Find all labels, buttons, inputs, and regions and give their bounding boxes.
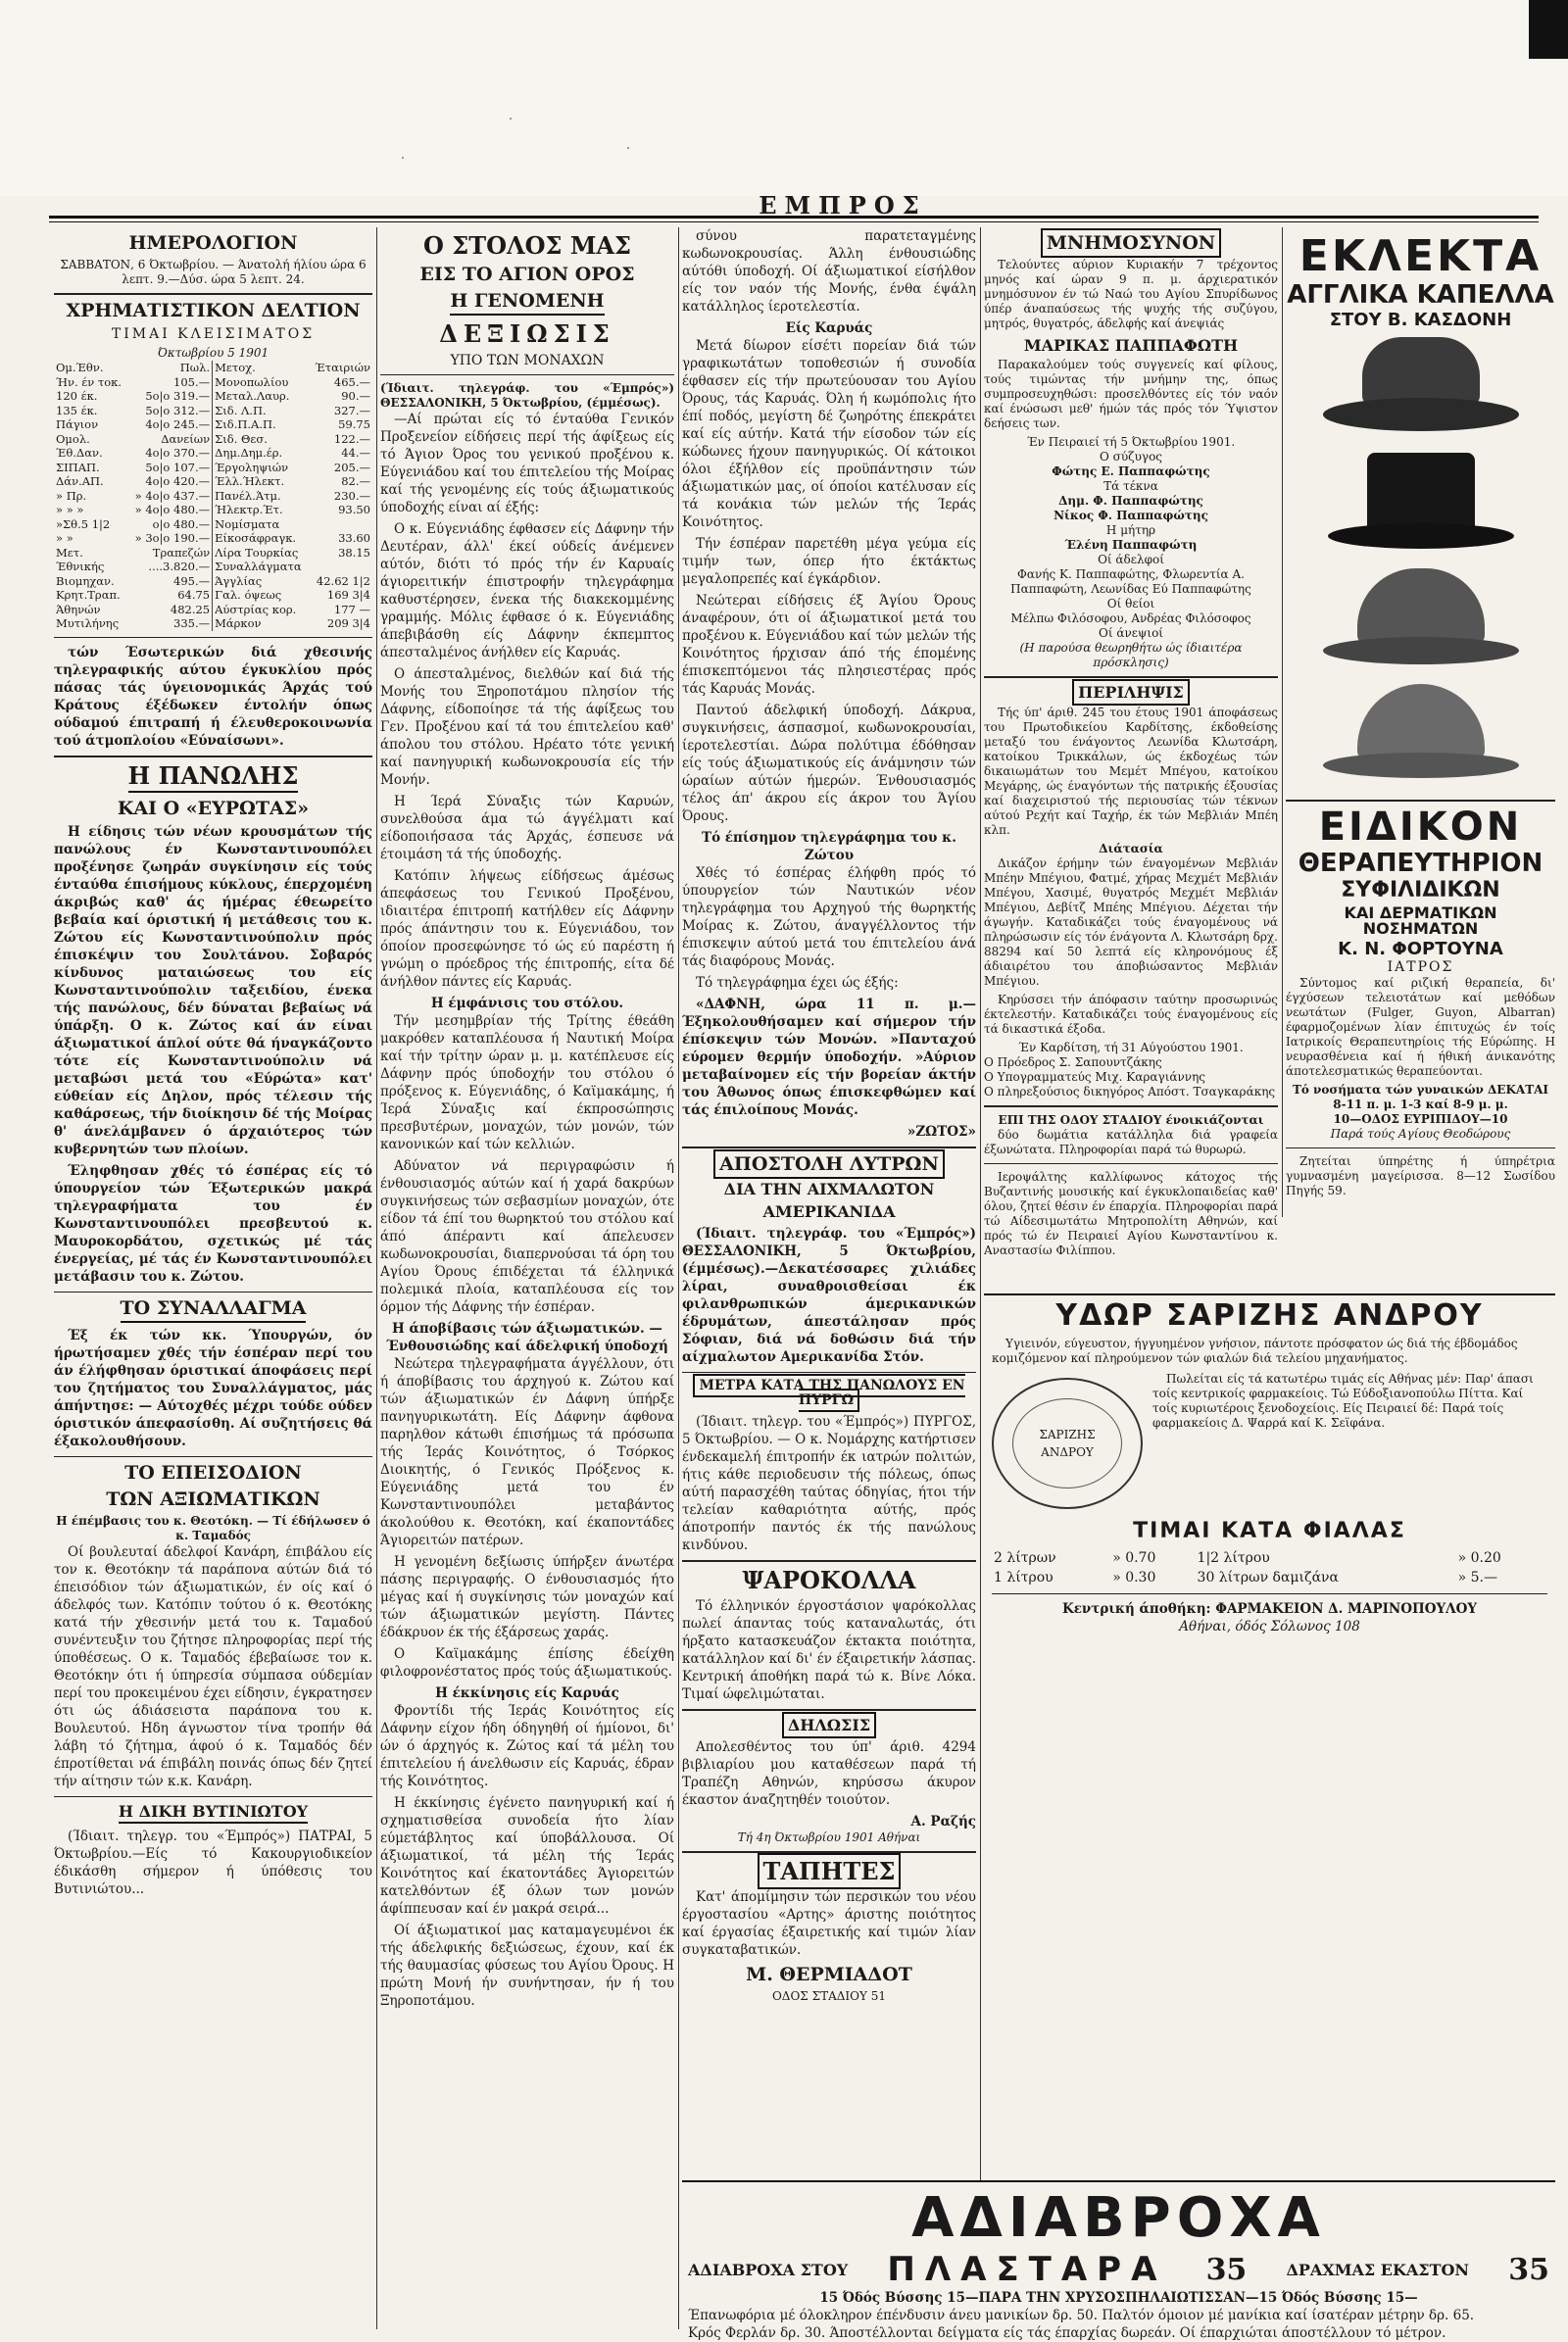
- price-row: [54, 603, 372, 617]
- price-table: [54, 361, 372, 631]
- price-cell: Τραπεζών: [127, 546, 212, 561]
- price-cell: Μυτιλήνης: [56, 616, 120, 631]
- price-cell: 42.62 1|2: [316, 573, 370, 588]
- price-cell: Σιδ.Π.Α.Π.: [215, 417, 276, 432]
- price-row: [54, 489, 372, 504]
- price-cell: Άθηνών: [56, 602, 101, 616]
- article-paragraph: Κηρύσσει τήν άπόφασιν ταύτην προσωρινώς έκτελεστήν. Καταδικάζει τούς έναγομένους είς τά δικαστικά έξοδα.: [984, 993, 1278, 1037]
- article-paragraph: Ο κ. Εύγενιάδης έφθασεν είς Δάφνην τήν Δευτέραν, άλλ' έκεί ούδείς άνέμενεν αύτόν, διότι τό πρός τήν έν Καρυαίς άγιορειτικήν έπιστροφήν τηλεγράφημα καθυστέρησεν, ένεκα τής διακεκομμένης γραμμής. Μόλις έφθασε ό κ. Εύγενιάδης άπεβιβάσθη είς Δάφνην έκπεμπτος άπεσταλμένος άνήλθεν είς Καρυάς.: [380, 520, 674, 660]
- price-cell: ....3.820.—: [127, 560, 212, 574]
- family-line: Οί άνεψιοί: [1098, 626, 1164, 641]
- price-row: [54, 446, 372, 461]
- water-price-cell: 2 λίτρων: [994, 1550, 1056, 1566]
- price-cell: 122.—: [333, 431, 370, 446]
- banner-right: ΔΡΑΧΜΑΣ ΕΚΑΣΤΟΝ: [1286, 2260, 1470, 2279]
- price-cell: Ήν. έν τοκ.: [56, 374, 122, 389]
- article-paragraph: Ιεροψάλτης καλλίφωνος κάτοχος τής Βυζαντινής μουσικής καί έγκυκλοπαιδείας καθ' όλου, ζητεί θέσιν έν έπαρχία. Πληροφορίαι παρά τώ Αίδεσιμωτάτω Μητροπολίτη Αθηνών, καί πρός τώ έν Πειραιεί Αγίου Κωνσταντίνου κ. Αναστασίω Φιλίππου.: [984, 1170, 1278, 1258]
- advert-eidikon: ΕΙΔΙΚΟΝ: [1318, 805, 1523, 850]
- column-4: [984, 227, 1278, 1286]
- column-rule: [678, 227, 679, 2329]
- article-paragraph: Νεώτερα τηλεγραφήματα άγγέλλουν, ότι ή άποβίβασις του άρχηγού κ. Ζώτου καί τών άξιωματικών έν Δάφνη ύπήρξε πανηγυρικωτάτη. Είς Δάφνην άφθονα παρηλθον κάτωθι έπισήμως τά πρόσωπα τής Ίεράς Κοινότητος, ό Τσόρκος Διοικητής, ό Γενικός Πρόξενος κ. Εύγενιάδης μετά του έν Κωνσταντινουπόλει μεταβάντος άκολούθου κ. Θεοτόκη, καί έκαποντάδες Άγιορειτών πατέρων.: [380, 1355, 674, 1548]
- price-cell: 82.—: [341, 474, 370, 489]
- family-line: Δημ. Φ. Παππαφώτης: [1058, 494, 1203, 509]
- family-line: Μέλπω Φιλόσοφου, Ανδρέας Φιλόσοφος: [1010, 611, 1251, 626]
- column-3: [682, 227, 976, 2177]
- water-price-cell: » 5.—: [1457, 1570, 1497, 1586]
- headline-synallagma: [54, 1298, 372, 1323]
- price-cell: Μεταλ.Λαυρ.: [215, 389, 290, 404]
- article-paragraph: τών Έσωτερικών διά χθεσινής τηλεγραφικής αύτου έγκυκλίου πρός πάσας τάς ύγειονομικάς Άρχάς τού Κράτους έξέδωκεν έντολήν όπως ούδαμού έπιτραπή ή έλευθεροκοινωνία τού άτμοπλοίου «Εύναίσωνι».: [54, 644, 372, 749]
- masthead-rule-thin: [49, 221, 1539, 222]
- section-subheading: Τό έπίσημον τηλεγράφημα του κ. Ζώτου: [702, 830, 956, 863]
- price-cell: Σιδ. Θεσ.: [215, 431, 268, 446]
- divider: [992, 1593, 1547, 1594]
- price-row: [54, 616, 372, 631]
- price-row: [54, 417, 372, 432]
- article-paragraph: Οί άξιωματικοί μας καταμαγευμένοι έκ τής άδελφικής δεξιώσεως, έχουν, καί έκ τής θαυμασίας φύσεως του Αγίου Όρους. Η πρώτη Μονή ήν συνήντησαν, ήν ή του Ξηροποτάμου.: [380, 1922, 674, 2009]
- price-cell: Συναλλάγματα: [215, 560, 302, 574]
- price-cell: Νομίσματα: [215, 516, 280, 531]
- column-2: [380, 227, 674, 2329]
- article-paragraph: Τό τηλεγράφημα έχει ώς έξής:: [696, 975, 899, 991]
- column-5: [1286, 227, 1555, 1217]
- price-cell: 5ο|ο 312.—: [127, 404, 212, 418]
- memorial-family: [984, 450, 1278, 641]
- price-cell: 38.15: [338, 545, 370, 560]
- section-subheading: Διάτασία: [1099, 842, 1163, 856]
- headline-text: ΜΕΤΡΑ ΚΑΤΑ ΤΗΣ ΠΑΝΩΛΟΥΣ ΕΝ ΠΥΡΓΩ: [693, 1374, 964, 1412]
- divider: [1286, 1147, 1555, 1148]
- banner-title: ΑΔΙΑΒΡΟΧΑ: [911, 2186, 1326, 2250]
- headline-perilipsis: [984, 684, 1278, 702]
- hat-illustration-helmet: [1323, 568, 1519, 676]
- price-cell: 44.—: [341, 446, 370, 461]
- section-subheading: Η έκκίνησις είς Καρυάς: [435, 1684, 619, 1701]
- article-paragraph: Τής ύπ' άριθ. 245 του έτους 1901 άποφάσεως του Πρωτοδικείου Καρδίτσης, έκδοθείσης μεταξύ του ένάγοντος Λεωνίδα Κλωτσάρη, κατοίκου Τρικκάλων, ώς έκδοχέως τών δικαιωμάτων του Μεμέτ Μπέγου, κατοίκου Μεγάρης, ώς έναγόντων τής πατρικής έξουσίας καί διαχειριστού τής περιουσίας τών τέκνων αύτού Ρεχήτ καί Ταχήρ, έκ τών Μεβλιάν Μπέη κλπ.: [984, 706, 1278, 838]
- headline-text: ΔΗΛΩΣΙΣ: [782, 1712, 876, 1738]
- family-line: Φώτης Ε. Παππαφώτης: [1052, 464, 1210, 479]
- clinic-hours: Τό νοσήματα τών γυναικών ΔΕΚΑΤΑΙ 8-11 π. μ. 1-3 καί 8-9 μ. μ.: [1292, 1083, 1549, 1111]
- telegram-quote: «ΔΑΦΝΗ, ώρα 11 π. μ.— Έξηκολουθήσαμεν καί σήμερον τήν έπίσκεψιν τών Μονών. »Πανταχού εύρομεν θερμήν ύποδοχήν. »Αύριον μεταβαίνομεν είς τήν βορείαν άκτήν του Άθωνος όπως έπισκεφθώμεν καί τάς έπιλοίπους Μονάς.: [682, 997, 976, 1118]
- banner-address: 15 Όδός Βύσσης 15—ΠΑΡΑ ΤΗΝ ΧΡΥΣΟΣΠΗΛΑΙΩΤΙΣΣΑΝ—15 Όδός Βύσσης 15—: [819, 2290, 1418, 2306]
- price-cell: 177 —: [333, 602, 370, 616]
- article-paragraph: Υγιεινόν, εύγευστον, ήγγυημένον γνήσιον, πάντοτε πρόσφατον ώς διά τής έβδομάδος κομιζόμενον καί πληρούμενον τών φιαλών διά τελείου μηχανήματος.: [992, 1337, 1518, 1365]
- water-price-row: [992, 1548, 1541, 1568]
- family-line: Φανής Κ. Παππαφώτης, Φλωρεντία Α. Παππαφώτη, Λεωνίδας Εύ Παππαφώτης: [1010, 567, 1251, 597]
- price-row: [54, 389, 372, 404]
- family-line: Ο σύζυγος: [1099, 450, 1163, 464]
- price-cell: Μετ.: [56, 545, 83, 560]
- water-price-cell: » 0.30: [1112, 1570, 1156, 1586]
- paper-speck: [627, 147, 629, 149]
- price-cell: Δημ.Δημ.έρ.: [215, 446, 283, 461]
- section-subheading: Η άποβίβασις τών άξιωματικών. — Ένθουσιώδης καί άδελφική ύποδοχή: [386, 1320, 668, 1354]
- headline-tapites: [682, 1856, 976, 1885]
- water-price-cell: » 0.70: [1112, 1550, 1156, 1566]
- notice-signature: Α. Ραζής: [910, 1813, 976, 1830]
- headline-eurotas: ΚΑΙ Ο «ΕΥΡΩΤΑΣ»: [117, 798, 310, 820]
- price-cell: » 4ο|ο 480.—: [127, 503, 212, 517]
- article-paragraph: Νεώτεραι είδήσεις έξ Άγίου Όρους άναφέρουν, ότι οί άξιωματικοί μετά του προξένου κ. Εύγενιάδου καί τών μελών τής Κοινότητος ήρχισαν άπό τής έπομένης έπισκεπτόμενοι τάς πλησιεστέρας πρός τάς Καρυάς Μονάς.: [682, 593, 976, 697]
- column-rule: [1282, 227, 1283, 1217]
- price-cell: Μάρκον: [215, 616, 262, 631]
- price-cell: 59.75: [338, 417, 370, 432]
- price-row: [54, 517, 372, 532]
- article-paragraph: Δικάζον έρήμην τών έναγομένων Μεβλιάν Μπέην Μπέγιου, Φατμέ, χήρας Μεχμέτ Μεβλιάν Μπέγου, Χασιμέ, θυγατρός Μεχμέτ Μεβλιάν Μπέγιου, Δεβίτζ Μπέης Μπέγιου. Δέχεται τήν άγωγήν. Καταδικάζει τούς έναγομένους νά πληρώσωσιν είς τόν ένάγοντα Λ. Κλωτσάρη δρχ. 88294 καί 50 λεπτά είς κληρονόμους έξ άδιαιρέτου του άποβιώσαντος Μεβλιάν Μπέγιου.: [984, 856, 1278, 989]
- water-seal-stamp: [992, 1378, 1143, 1509]
- divider: [682, 1709, 976, 1711]
- hat-illustration-top-hat: [1323, 453, 1519, 561]
- memorial-note: (Η παρούσα θεωρηθήτω ώς ίδιαιτέρα πρόσκλησις): [1019, 641, 1243, 670]
- price-row: [54, 531, 372, 546]
- water-price-cell: 30 λίτρων δαμιζάνα: [1197, 1570, 1340, 1586]
- memorial-date: Έν Πειραιεί τή 5 Όκτωβρίου 1901.: [1026, 435, 1236, 450]
- masthead-rule: [49, 216, 1539, 219]
- divider: [682, 1372, 976, 1373]
- price-cell: 482.25: [127, 603, 212, 617]
- price-cell: 335.—: [127, 616, 212, 631]
- headline-psarokolla: ΨΑΡΟΚΟΛΛΑ: [742, 1565, 916, 1594]
- article-paragraph: Τήν έσπέραν παρετέθη μέγα γεύμα είς τιμήν των, όπερ ήτο έκτάκτως μεγαλοπρεπές καί έγκάρδιον.: [682, 536, 976, 587]
- price-row: [54, 588, 372, 603]
- paper-speck: [402, 157, 404, 159]
- divider: [54, 293, 372, 295]
- masthead-title: ΕΜΠΡΟΣ: [759, 191, 927, 220]
- article-paragraph: σύνου παρατεταγμένης κωδωνοκρουσίας. Άλλη ένθουσιώδης αύτόθι ύποδοχή. Οί άξιωματικοί είσήλθον είς τον ναόν τής Μονής, ένθα έψάλη κατάλληλος ίεροτελεστία.: [682, 228, 976, 315]
- price-cell: Πωλ.: [127, 361, 212, 375]
- section-subheading: Είς Καρυάς: [785, 320, 873, 336]
- headline-thermiadot: Μ. ΘΕΡΜΙΑΔΟΤ: [746, 1964, 912, 1986]
- market-heading: ΧΡΗΜΑΤΙΣΤΙΚΟΝ ΔΕΛΤΙΟΝ: [66, 299, 361, 321]
- court-signature: Ο Υπογραμματεύς Μιχ. Καραγιάννης: [984, 1070, 1206, 1085]
- page-top-margin: [0, 0, 1568, 196]
- headline-apostoli: [682, 1154, 976, 1175]
- price-cell: » 3ο|ο 190.—: [127, 531, 212, 546]
- advert-address: ΟΔΟΣ ΣΤΑΔΙΟΥ 51: [771, 1989, 887, 2004]
- article-paragraph: (Ίδιαιτ. τηλεγρ. του «Έμπρός») ΠΥΡΓΟΣ, 5 Όκτωβρίου. — Ο κ. Νομάρχης κατήρτισεν ένδεκαμελή έπιτροπήν έκ ιατρών πολιτών, ήτις κάθε περιοδευσιν τής πόλεως, όπως αύτή παρασχέθη ταύτας όδηγίας, ήτοι τήν τελείαν καθαριότητα αύτής, πρός άποτροπήν παντός έκ τής πανώλους κινδύνου.: [682, 1413, 976, 1553]
- family-line: Τά τέκνα: [1103, 479, 1158, 494]
- article-paragraph: Παρακαλούμεν τούς συγγενείς καί φίλους, τούς τιμώντας τήν μνήμην της, όπως συμπροσευχηθώσι: προσελθόντες είς τόν ναόν καί ένώσωσι μεθ' ήμών τάς πρός τόν Ύψιστον δεήσεις των.: [984, 358, 1278, 431]
- advert-syfilidikon: ΣΥΦΙΛΙΔΙΚΩΝ: [1341, 878, 1500, 903]
- price-cell: Κρητ.Τραπ.: [56, 588, 121, 603]
- price-cell: 93.50: [338, 503, 370, 517]
- price-cell: Έταιριών: [315, 361, 370, 375]
- price-cell: Έθ.Δαν.: [56, 446, 103, 461]
- divider: [984, 676, 1278, 678]
- divider: [54, 1456, 372, 1457]
- price-row: [54, 375, 372, 390]
- price-cell: Δανείων: [127, 432, 212, 447]
- headline-text: Η ΓΕΝΟΜΕΝΗ: [450, 291, 604, 316]
- court-signature: Ο πληρεξούσιος δικηγόρος Απόστ. Τσαγκαράκης: [984, 1085, 1276, 1099]
- article-paragraph: —Αί πρώται είς τό ένταύθα Γενικόν Προξενείον είδήσεις περί τής άφίξεως είς τό Άγιον Όρος του γενικού προξένου κ. Εύγενιάδου καί του έπιτελείου τής Μοίρας καί τής γενομένης είς τούς άξιωματικούς ύποδοχής είναι αί έξής:: [380, 411, 674, 515]
- hat-illustration-fedora: [1323, 337, 1519, 445]
- water-depot-address: Αθήναι, όδός Σόλωνος 108: [1179, 1619, 1360, 1635]
- divider: [682, 1560, 976, 1562]
- headline-agion-oros: ΕΙΣ ΤΟ ΑΓΙΟΝ ΟΡΟΣ: [419, 264, 635, 286]
- article-paragraph: Χθές τό έσπέρας έλήφθη πρός τό ύπουργείον τών Ναυτικών νέον τηλεγράφημα του Αρχηγού τής θωρηκτής Μοίρας κ. Ζώτου, άναγγέλλοντος τήν έπισκεψιν αύτού μετά του έπιτελείου άνά τάς διαφόρους Μονάς.: [682, 865, 976, 969]
- family-line: Η μήτηρ: [1105, 523, 1156, 538]
- court-signature: Ο Πρόεδρος Σ. Σαπουντζάκης: [984, 1055, 1162, 1070]
- price-cell: Πάγιον: [56, 417, 99, 432]
- advert-kapella: ΑΓΓΛΙΚΑ ΚΑΠΕΛΛΑ: [1287, 280, 1554, 310]
- price-cell: » »: [56, 531, 74, 546]
- headline-genomeni: [380, 291, 674, 316]
- article-paragraph: Τελούντες αύριον Κυριακήν 7 τρέχοντος μηνός καί ώραν 9 π. μ. άρχιερατικόν μνημόσυνον έν τώ Ναώ του Αγίου Σπυρίδωνος ύπέρ άναπαύσεως τής ψυχής τής συζύγου, μητρός, θυγατρός, άδελφής καί άνεψιάς: [984, 257, 1278, 330]
- price-row: [54, 574, 372, 589]
- price-cell: 465.—: [333, 374, 370, 389]
- price-cell: Πανέλ.Άτμ.: [215, 488, 281, 503]
- price-cell: 5ο|ο 319.—: [127, 389, 212, 404]
- price-cell: » » »: [56, 503, 84, 517]
- price-cell: Μετοχ.: [215, 361, 256, 375]
- water-price-cell: » 0.20: [1457, 1550, 1501, 1566]
- headline-text: Η ΔΙΚΗ ΒΥΤΙΝΙΩΤΟΥ: [119, 1803, 308, 1825]
- price-cell: 495.—: [127, 574, 212, 589]
- price-cell: Λίρα Τουρκίας: [215, 545, 299, 560]
- article-paragraph: Έξ έκ τών κκ. Ύπουργών, όν ήρωτήσαμεν χθές τήν έσπέραν περί του άν έλήφθησαν όριστικαί άποφάσεις περί του ζητήματος του Συναλλάγματος, μάς άπήντησε: — Αύτοχθές μέχρι τούδε ούδεν όριστικόν άπεφασίσθη. Αί συζητήσεις θά έξακολουθήσουν.: [54, 1327, 372, 1449]
- price-cell: 64.75: [127, 588, 212, 603]
- banner-left: ΑΔΙΑΒΡΟΧΑ ΣΤΟΥ: [688, 2260, 849, 2279]
- price-cell: [310, 560, 373, 574]
- advert-kasdoni: ΣΤΟΥ Β. ΚΑΣΔΟΝΗ: [1329, 310, 1512, 330]
- article-paragraph: Τό έλληνικόν έργοστάσιον ψαρόκολλας πωλεί άπαντας τούς καταναλωτάς, ότι ήρξατο κατασκευάζον έκτακτα ποιότητα, κατάλληλον καί δι' έν έξαιρετικήν λάσπας. Κεντρική άποθήκη παρά τώ κ. Βίνε Λόκα. Τιμαί ώφελιμώταται.: [682, 1598, 976, 1703]
- banner-line: Έπανωφόρια μέ όλοκληρον έπένδυσιν άνευ μανικίων δρ. 50. Παλτόν όμοιον μέ μανίκια καί ίσατέραν μέτρην δρ. 65.: [688, 2308, 1475, 2323]
- price-cell: 4ο|ο 245.—: [127, 417, 212, 432]
- water-price-cell: 1|2 λίτρου: [1197, 1550, 1270, 1566]
- price-cell: Έργοληψιών: [215, 460, 289, 474]
- price-cell: 4ο|ο 420.—: [127, 474, 212, 489]
- family-line: Νίκος Φ. Παππαφώτης: [1054, 509, 1208, 523]
- clinic-address: 10—ΟΔΟΣ ΕΥΡΙΠΙΔΟΥ—10: [1333, 1112, 1508, 1126]
- water-seal-inner: ΣΑΡΙΖΗΣ ΑΝΔΡΟΥ: [1012, 1398, 1122, 1488]
- price-row: [54, 461, 372, 475]
- memorial-name: ΜΑΡΙΚΑΣ ΠΑΠΠΑΦΩΤΗ: [1023, 335, 1239, 355]
- article-paragraph: Τήν μεσημβρίαν τής Τρίτης έθεάθη μακρόθεν καταπλέουσα ή Ναυτική Μοίρα καί τήν τρίτην ώραν μ. μ. κατέπλευσε είς Δάφνην πρός ύποδοχήν του στόλου ό πρόξενος κ. Εύγενιάδης, ό Καϊμακάμης, ή Ίερά Σύναξις καί έκπροσώπησις πρεσβυτέρων, μοναχών, τών μονών, τών κανονικών καί τών κελλιών.: [380, 1012, 674, 1152]
- article-paragraph: Κατ' άπομίμησιν τών περσικών του νέου έργοστασίου «Αρτης» άριστης ποιότητος καί έργασίας έξαιρετικής καί τιμών λίαν συγκαταβατικών.: [682, 1889, 976, 1959]
- price-cell: Έλλ.Ήλεκτ.: [215, 474, 285, 489]
- price-row: [54, 546, 372, 561]
- article-subheading: Η έπέμβασις του κ. Θεοτόκη. — Τί έδήλωσεν ό κ. Ταμαδός: [56, 1513, 370, 1542]
- divider: [54, 1292, 372, 1293]
- advert-water: [984, 1293, 1555, 2158]
- family-line: Οί θείοι: [1106, 597, 1155, 611]
- advert-water-prices-title: ΤΙΜΑΙ ΚΑΤΑ ΦΙΑΛΑΣ: [1133, 1519, 1406, 1543]
- price-cell: »Σθ.5 1|2: [56, 516, 111, 531]
- divider: [54, 1796, 372, 1797]
- headline-panolis: [54, 760, 372, 793]
- price-cell: Είκοσάφραγκ.: [215, 531, 297, 546]
- calendar-text: ΣΑΒΒΑΤΟΝ, 6 Όκτωβρίου. — Άνατολή ήλίου ώρα 6 λεπτ. 9.—Δύσ. ώρα 5 λεπτ. 24.: [60, 257, 367, 286]
- price-cell: Αύστρίας κορ.: [215, 602, 297, 616]
- price-cell: Δάν.ΑΠ.: [56, 474, 104, 489]
- article-paragraph: Πωλείται είς τά κατωτέρω τιμάς είς Αθήνας μέν: Παρ' άπασι τοίς κεντρικοίς φαρμακείοις. Τώ Εύδοξιανοπούλω Πίττα. Καί τοίς κυριωτέροις ξενοδοχείοις. Είς Πειραιεί δέ: Παρά τοίς φαρμακείοις Δ. Ψαρρά καί Κ. Σεϊφάνα.: [1152, 1372, 1534, 1430]
- article-paragraph: Παντού άδελφική ύποδοχή. Δάκρυα, συγκινήσεις, άσπασμοί, κωδωνοκρουσίαι, ίεροτελεστίαι. Δώρα πολύτιμα έδόθησαν είς τούς άξιωματικούς είς άνάμνησιν τών ώραίων αύτών ήμερών. Ένθουσιασμός τέλος άπ' άκρου είς άκρον του Άγίου Όρους.: [682, 703, 976, 824]
- advert-therapeftirion: ΘΕΡΑΠΕΥΤΗΡΙΟΝ: [1298, 849, 1544, 878]
- price-cell: Ήλεκτρ.Έτ.: [215, 503, 283, 517]
- divider: [54, 756, 372, 757]
- price-cell: Ομολ.: [56, 431, 90, 446]
- article-paragraph: (Ίδιαιτ. τηλεγράφ. του «Έμπρός») ΘΕΣΣΑΛΟΝΙΚΗ, 5 Όκτωβρίου, (έμμέσως).—Δεκατέσσαρες χιλιάδες λίραι, συναθροισθείσαι έκ φιλανθρωπικών άμερικανικών έδρυμάτων, άπεστάλησαν πρός Σόφιαν, διά νά δοθώσιν διά τήν αίχμαλωτον Αμερικανίδα Στόν.: [682, 1226, 976, 1366]
- price-cell: » Πρ.: [56, 488, 87, 503]
- headline-aichmalotou: ΔΙΑ ΤΗΝ ΑΙΧΜΑΛΩΤΟΝ: [723, 1179, 935, 1198]
- banner-row: [682, 2250, 1555, 2289]
- headline-text: ΠΕΡΙΛΗΨΙΣ: [1072, 679, 1190, 706]
- column-rule: [980, 227, 981, 2329]
- court-date: Έν Καρδίτση, τή 31 Αύγούστου 1901.: [1018, 1041, 1244, 1055]
- article-paragraph: Η γενομένη δεξίωσις ύπήρξεν άνωτέρα πάσης περιγραφής. Ο ένθουσιασμός ήτο μέγας καί ή συγκίνησις τών μοναχών καί τών άξιωματικών μεγίστη. Πάντες έδάκρυον έκ τής έξάρσεως χαράς.: [380, 1553, 674, 1640]
- advert-dermatikon: ΚΑΙ ΔΕΡΜΑΤΙΚΩΝ ΝΟΣΗΜΑΤΩΝ: [1344, 903, 1497, 938]
- price-cell: 33.60: [338, 531, 370, 546]
- article-paragraph: (Ίδιαιτ. τηλεγρ. του «Έμπρός») ΠΑΤΡΑΙ, 5 Όκτωβρίου.—Είς τό Κακουργιοδικείον έδικάσθη σήμερον ή ύπόθεσις του Βυτινιώτου...: [54, 1829, 372, 1898]
- divider: [984, 1163, 1278, 1164]
- article-paragraph: Φροντίδι τής Ίεράς Κοινότητος είς Δάφνην είχον ήδη όδηγηθή οί ήμίονοι, δι' ών ό άρχηγός κ. Ζώτος καί τά μέλη του έπιτελείου ή άνελθωσιν είς Καρυάς, έδραν τής Κοινότητος.: [380, 1702, 674, 1789]
- calendar-heading: ΗΜΕΡΟΛΟΓΙΟΝ: [128, 232, 298, 254]
- price-cell: Άγγλίας: [215, 573, 263, 588]
- article-paragraph: Η είδησις τών νέων κρουσμάτων τής πανώλους έν Κωνσταντινουπόλει προξένησε ζωηράν συγκίνησιν είς τούς ένταύθα έπισήμους κύκλους, έπερχομένη άκριβώς καθ' άς ήμέρας έθεωρείτο βεβαία καί όριστική ή μετάθεσις του κ. Ζώτου είς Κωνσταντινούπολιν πρός έπισκέψιν του Σουλτάνου. Σοβαρός κίνδυνος ματαιώσεως του είς Κωνσταντινούπολιν ταξειδίου, ένεκα τής πανώλους, δέν δύναται βεβαίως νά ύπάρξη. Ο κ. Ζώτος καί άν είναι άξιωματικοί άπλοί ούτε θά ήναγκάζοντο τότε είς Κωνσταντινούπολιν νά μεταβώσι μετά του «Εύρώτα» κατ' εύθείαν είς Δηλον, πρός τέλεσιν τής καθάρσεως, τήν διοίκησιν δέ τής Μοίρας θ' άνελάμβανεν ό άρχαιότερος τών κυβερνητών των πλοίων.: [54, 823, 372, 1157]
- price-cell: ο|ο 480.—: [127, 517, 212, 532]
- article-paragraph: Ο άπεσταλμένος, διελθών καί διά τής Μονής του Ξηροποτάμου πλησίον τής Δάφνης, είδοποίησε τά τής άφίξεως του Γεν. Προξένου καί τά του έπιτελείου καθ' άπολου του στόλου. Ηρέατο τότε γενική καί πανηγυρική κωδωνοκρουσία είς τήν Μονήν.: [380, 665, 674, 788]
- advert-doctor: Κ. Ν. ΦΟΡΤΟΥΝΑ: [1338, 939, 1503, 959]
- price-cell: Βιομηχαν.: [56, 573, 115, 588]
- price-cell: 135 έκ.: [56, 403, 98, 417]
- price-cell: 120 έκ.: [56, 389, 98, 404]
- price-cell: 5ο|ο 107.—: [127, 461, 212, 475]
- divider: [1286, 800, 1555, 802]
- banner-price-2: 35: [1508, 2252, 1549, 2287]
- market-date: Όκτωβρίου 5 1901: [157, 346, 270, 361]
- paper-speck: [510, 118, 512, 120]
- notice-date: Τή 4η Όκτωβρίου 1901 Αθήναι: [737, 1830, 921, 1844]
- price-row: [54, 432, 372, 447]
- price-cell: 169 3|4: [326, 588, 370, 603]
- headline-text: Η ΠΑΝΩΛΗΣ: [128, 763, 299, 793]
- headline-text: ΜΝΗΜΟΣΥΝΟΝ: [1041, 228, 1221, 258]
- price-cell: 209 3|4: [326, 616, 370, 631]
- article-paragraph: Αδύνατον νά περιγραφώσιν ή ένθουσιασμός αύτών καί ή χαρά δακρύων συγκινήσεως τών σεβασμίων μοναχών, ότε είδον τά έπί του θωρηκτού του στόλου καί άπό άπέραντι καί άπελευσεν κωδωνοκρουσίαι, διαπερνούσαι τά όρη του Αγίου Όρους έπιδέχεται τά έλληνικά πολεμικά πλοία, καταπλέουσα είς τον όρμον τής Δάφνης τήν έσπέραν.: [380, 1157, 674, 1315]
- article-paragraph: Μετά δίωρον είσέτι πορείαν διά τών γραφικωτάτων τοποθεσιών ή συνοδία έφθασεν είς τήν πρωτεύουσαν του Αγίου Όρους, τάς Καρυάς. Όλη ή κωμόπολις ήτο έπί ποδός, μεγίστη δέ ζωηρότης έπεκράτει καί είς αύτήν. Κατά τήν είσοδον τών είς κώδωνες ήχουν πανηγυρικώς. Οί κάτοικοι όλοι έξήλθον είς προϋπάντησιν τών άξιωματικών μας, οί όποίοι κατέλυσαν είς τά κονάκια τών μελών τής Ίεράς Κοινότητος.: [682, 338, 976, 530]
- headline-amerikanida: ΑΜΕΡΙΚΑΝΙΔΑ: [762, 1202, 896, 1222]
- column-1: [54, 227, 372, 2329]
- article-paragraph: Οί βουλευταί άδελφοί Κανάρη, έπιβάλου είς τον κ. Θεοτόκην τά παράπονα αύτών διά τό έπεισόδιον τών άξιωματικών, έν οίς καί ό άδελφός των. Κατόπιν τούτου ό κ. Θεοτόκης κατά τήν χθεσινήν μετά του κ. Ταμαδού συνέντευξιν του ζήτησε πληροφορίας περί τής ύποθέσεως. Ο κ. Ταμαδός έβεβαίωσε τον κ. Θεοτόκην ότι ή ύπηρεσία σύμπασα ούδεμίαν περί του προκειμένου έχει είδησιν, έγκρατησεν ότι ώς άδιάσειστα παράπονα του κ. Βουλευτού. Ηδη άγνωστον τίνα τροπήν θά λάβη τό ζήτημα, άφού ό κ. Ταμαδός δέν έπροτίθεται νά έπιβάλη ποινάς όπως δέν ζητεί τήν αίτησιν τών κ.κ. Κανάρη.: [54, 1543, 372, 1789]
- headline-metra: [682, 1379, 976, 1409]
- price-cell: 4ο|ο 370.—: [127, 446, 212, 461]
- banner-line: Κρός Φερλάν δρ. 30. Άποστέλλονται δείγματα είς τάς έπαρχίας δωρεάν. Οί έπαρχιώται άποστέλλουν τό μέτρον.: [688, 2325, 1446, 2341]
- article-paragraph: Έληφθησαν χθές τό έσπέρας είς τό ύπουργείον τών Έξωτερικών μακρά τηλεγραφήματα του έν Κωνσταντινουπόλει πρεσβευτού κ. Μαυροκορδάτου, σχετικώς μέ τάς ένεργείας, μέ τάς έν Κωνσταντινουπόλει μετάβασιν του κ. Ζώτου.: [54, 1162, 372, 1285]
- price-cell: 105.—: [127, 375, 212, 390]
- price-cell: Έθνικής: [56, 560, 105, 574]
- divider: [984, 1105, 1278, 1107]
- headline-text: ΤΟ ΣΥΝΑΛΛΑΓΜΑ: [121, 1298, 307, 1323]
- article-paragraph: Ζητείται ύπηρέτης ή ύπηρέτρια γυμνασμένη μαγείρισσα. 8—12 Σωσίδου Πηγής 59.: [1286, 1154, 1555, 1197]
- headline-monachon: ΥΠΟ ΤΩΝ ΜΟΝΑΧΩΝ: [450, 352, 605, 368]
- price-cell: Γαλ. όψεως: [215, 588, 282, 603]
- column-rule: [376, 227, 377, 2329]
- price-cell: [310, 517, 373, 532]
- article-paragraph: Η Ίερά Σύναξις τών Καρυών, συνελθούσα άμα τώ άγγέλματι καί είδοποιήσασα τάς Άρχάς, έσπευσε νά έτοιμάση τά τής ύποδοχής.: [380, 793, 674, 862]
- headline-stolos: Ο ΣΤΟΛΟΣ ΜΑΣ: [422, 231, 631, 260]
- advert-eklekta: ΕΚΛΕΚΤΑ: [1298, 231, 1543, 281]
- market-subheading: ΤΙΜΑΙ ΚΛΕΙΣΙΜΑΤΟΣ: [111, 325, 316, 342]
- advert-water-title: ΥΔΩΡ ΣΑΡΙΖΗΣ ΑΝΔΡΟΥ: [1055, 1298, 1484, 1333]
- price-row: [54, 404, 372, 418]
- price-row: [54, 503, 372, 517]
- article-paragraph: Σύντομος καί ριζική θεραπεία, δι' έγχύσεων τελειοτάτων καί μεθόδων νεωτάτων (Fulger, Guyon, Albarran) έφαρμοζομένων λίαν έπιτυχώς έν τοίς Ιατρικοίς Θεραπευτηρίοις τής Εύρώπης. Η νευρασθένεια καί ή ήθική άνικανότης άποτελεσματικώς θεραπεύονται.: [1286, 976, 1555, 1078]
- headline-epeisodion: ΤΟ ΕΠΕΙΣΟΔΙΟΝ: [124, 1461, 302, 1484]
- banner-price: 35: [1205, 2252, 1248, 2287]
- headline-odos: ΕΠΙ ΤΗΣ ΟΔΟΥ ΣΤΑΔΙΟΥ ένοικιάζονται: [998, 1113, 1264, 1128]
- clinic-address-2: Παρά τούς Αγίους Θεοδώρους: [1330, 1127, 1511, 1141]
- scan-corner-mark: [1529, 0, 1568, 59]
- article-paragraph: δύο δωμάτια κατάλληλα διά γραφεία έξωνώτατα. Πληροφορίαι παρά τώ θυρωρώ.: [984, 1128, 1278, 1157]
- price-cell: 90.—: [341, 389, 370, 404]
- hat-illustration-bowler: [1323, 684, 1519, 792]
- section-subheading: Η έμφάνισις του στόλου.: [430, 995, 624, 1011]
- price-cell: Ομ.Έθν.: [56, 361, 104, 375]
- price-cell: Σιδ. Λ.Π.: [215, 403, 267, 417]
- advert-adiavrocha: [682, 2180, 1555, 2341]
- headline-mnimosynon: [984, 233, 1278, 254]
- price-cell: 327.—: [333, 403, 370, 417]
- headline-text: ΤΑΠΗΤΕΣ: [758, 1853, 902, 1889]
- water-price-table: [992, 1548, 1541, 1587]
- price-cell: 230.—: [333, 488, 370, 503]
- divider: [54, 637, 372, 638]
- price-cell: » 4ο|ο 437.—: [127, 489, 212, 504]
- price-row: [54, 560, 372, 574]
- headline-text: ΑΠΟΣΤΟΛΗ ΛΥΤΡΩΝ: [713, 1149, 945, 1179]
- article-paragraph: Ο Καϊμακάμης έπίσης έδείχθη φιλοφρονέστατος πρός τούς άξιωματικούς.: [380, 1645, 674, 1680]
- headline-dilosis: [682, 1717, 976, 1734]
- telegram-signature: »ΖΩΤΟΣ»: [906, 1124, 976, 1140]
- dateline: (Ίδιαιτ. τηλεγράφ. του «Έμπρός») ΘΕΣΣΑΛΟΝΙΚΗ, 5 Όκτωβρίου, (έμμέσως).: [380, 380, 674, 410]
- price-row: [54, 474, 372, 489]
- family-line: Έλένη Παππαφώτη: [1064, 538, 1198, 553]
- divider: [682, 1147, 976, 1148]
- advert-iatros: ΙΑΤΡΟΣ: [1387, 959, 1454, 975]
- price-cell: Μονοπωλίου: [215, 374, 289, 389]
- price-cell: 205.—: [333, 460, 370, 474]
- headline-diki: [54, 1803, 372, 1825]
- article-paragraph: Η έκκίνησις έγένετο πανηγυρική καί ή σχηματισθείσα συνοδεία ήτο λίαν εύμετάβλητος καί ύποβάλλουσα. Οί άξιωματικοί, τά μέλη τής Ίεράς Κοινότητος καί έκατοντάδες Άγιορειτών κατελθόντων έξ όλων των μονών άφίππευσαν καί έν μακρά σειρά...: [380, 1794, 674, 1917]
- water-price-cell: 1 λίτρου: [994, 1570, 1054, 1586]
- price-row: [54, 361, 372, 375]
- headline-dexiosis: ΔΕΞΙΩΣΙΣ: [439, 319, 615, 349]
- price-cell: ΣΙΠΑΠ.: [56, 460, 100, 474]
- banner-shop-name: ΠΛΑΣΤΑΡΑ: [887, 2250, 1167, 2289]
- article-paragraph: Απολεσθέντος του ύπ' άριθ. 4294 βιβλιαρίου μου καταθέσεων παρά τή Τραπέζη Αθηνών, κηρύσσω άκυρον έκαστον άναζητηθέν τοιούτον.: [682, 1738, 976, 1808]
- article-paragraph: Κατόπιν λήψεως είδήσεως άμέσως άπεφάσεως του Γενικού Προξένου, ιδιαιτέρα έπιτροπή κατήλθεν είς Δάφνην πρός άπάντησιν του κ. Εύγενιάδου, τον όποίον προσεφώνησε τό ώς εύ παρέστη ή γνώμη ο πρόεδρος τής έπιτροπής, είτα δέ άνήλθον πάντες είς Καρυάς.: [380, 867, 674, 990]
- family-line: Οί άδελφοί: [1098, 553, 1164, 567]
- water-depot: Κεντρική άποθήκη: ΦΑΡΜΑΚΕΙΟΝ Δ. ΜΑΡΙΝΟΠΟΥΛΟΥ: [1061, 1601, 1478, 1617]
- water-price-row: [992, 1568, 1541, 1587]
- headline-axiomatikon: ΤΩΝ ΑΞΙΩΜΑΤΙΚΩΝ: [106, 1488, 320, 1510]
- divider: [380, 374, 674, 375]
